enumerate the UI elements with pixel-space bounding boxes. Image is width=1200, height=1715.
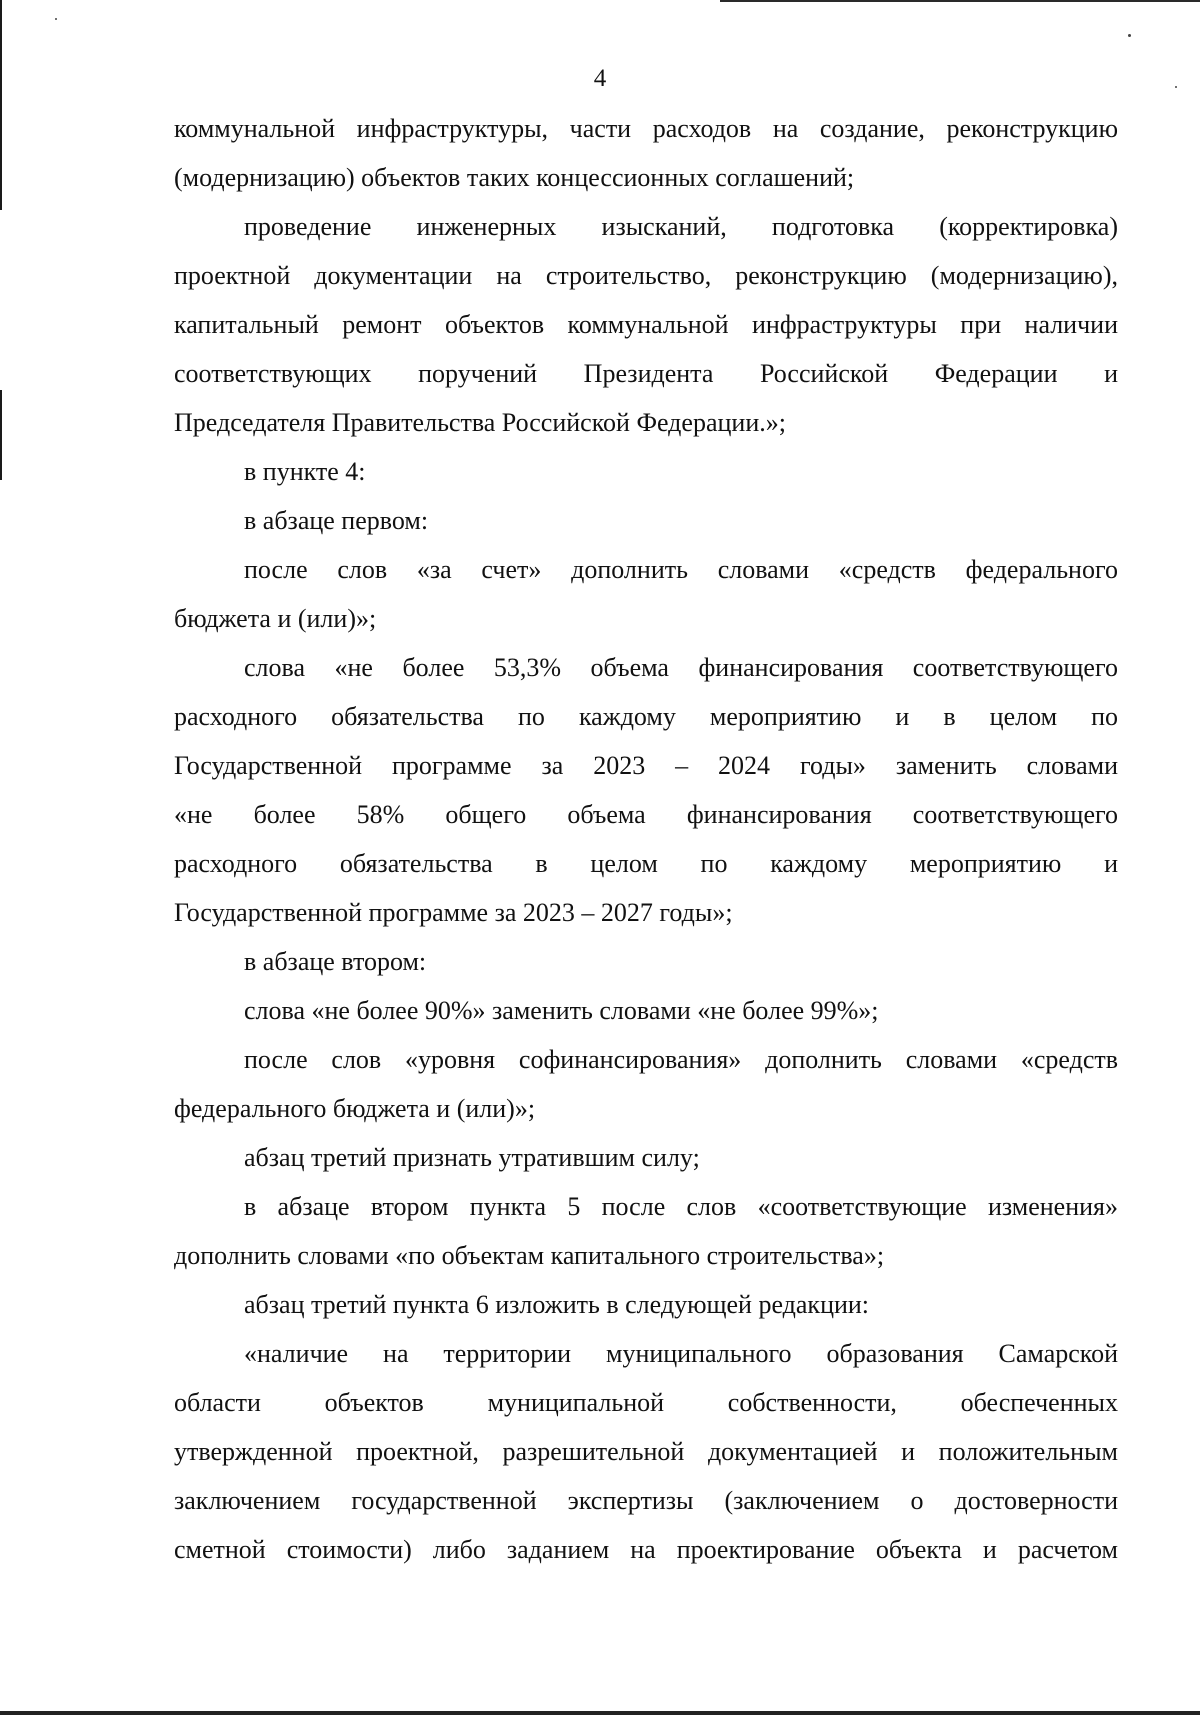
text-line: в абзаце первом:	[244, 506, 429, 535]
text-line: соответствующих поручений Президента Российской Федерации и	[174, 359, 1118, 388]
text-line: абзац третий пункта 6 изложить в следующей редакции:	[244, 1290, 870, 1319]
text-line: расходного обязательства по каждому мероприятию и в целом по	[174, 702, 1118, 731]
scan-edge-mark	[720, 0, 1200, 2]
page-number: 4	[593, 65, 607, 92]
scan-edge-mark	[0, 0, 2, 210]
text-line: коммунальной инфраструктуры, части расходов на создание, реконструкцию	[174, 114, 1118, 143]
text-line: слова «не более 53,3% объема финансирования соответствующего	[244, 653, 1118, 682]
text-line: бюджета и (или)»;	[174, 604, 377, 633]
text-line: проектной документации на строительство, реконструкцию (модернизацию),	[174, 261, 1118, 290]
text-line: федерального бюджета и (или)»;	[174, 1094, 536, 1123]
text-line: капитальный ремонт объектов коммунальной инфраструктуры при наличии	[174, 310, 1118, 339]
document-body	[174, 104, 1118, 1574]
text-line: после слов «за счет» дополнить словами «средств федерального	[244, 555, 1118, 584]
text-line: (модернизацию) объектов таких концессионных соглашений;	[174, 163, 855, 192]
text-line: в абзаце втором:	[244, 947, 427, 976]
text-line: «не более 58% общего объема финансирования соответствующего	[174, 800, 1118, 829]
text-line: заключением государственной экспертизы (заключением о достоверности	[174, 1486, 1118, 1515]
text-line: Председателя Правительства Российской Федерации.»;	[174, 408, 786, 437]
text-line: сметной стоимости) либо заданием на проектирование объекта и расчетом	[174, 1535, 1118, 1564]
text-line: области объектов муниципальной собственности, обеспеченных	[174, 1388, 1118, 1417]
scan-edge-mark	[0, 390, 2, 480]
text-line: «наличие на территории муниципального образования Самарской	[244, 1339, 1118, 1368]
text-line: утвержденной проектной, разрешительной документацией и положительным	[174, 1437, 1118, 1466]
text-line: в абзаце втором пункта 5 после слов «соответствующие изменения»	[244, 1192, 1118, 1221]
text-line: абзац третий признать утратившим силу;	[244, 1143, 700, 1172]
text-line: в пункте 4:	[244, 457, 366, 486]
text-line: расходного обязательства в целом по каждому мероприятию и	[174, 849, 1118, 878]
scan-edge-mark	[0, 1711, 1200, 1715]
text-line: Государственной программе за 2023 – 2027 годы»;	[174, 898, 733, 927]
scan-speck	[55, 18, 57, 20]
scan-speck	[1128, 34, 1131, 37]
text-line: Государственной программе за 2023 – 2024 годы» заменить словами	[174, 751, 1118, 780]
text-line: дополнить словами «по объектам капитального строительства»;	[174, 1241, 885, 1270]
text-line: проведение инженерных изысканий, подготовка (корректировка)	[244, 212, 1118, 241]
text-line: слова «не более 90%» заменить словами «не более 99%»;	[244, 996, 879, 1025]
text-line: после слов «уровня софинансирования» дополнить словами «средств	[244, 1045, 1118, 1074]
